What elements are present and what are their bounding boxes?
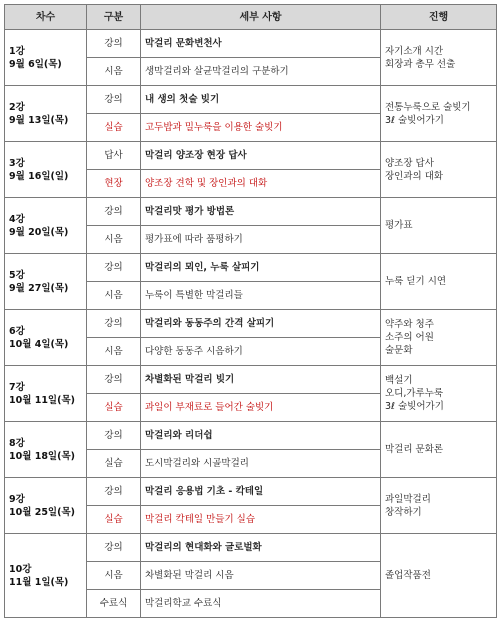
detail-cell: 고두밥과 밀누룩을 이용한 술빚기 bbox=[141, 114, 381, 142]
session-date: 9월 27일(목) bbox=[9, 282, 69, 294]
progress-line: 창작하기 bbox=[385, 506, 422, 518]
progress-line: 장인과의 대화 bbox=[385, 170, 444, 182]
session-number: 9강 bbox=[9, 493, 25, 505]
table-row bbox=[5, 310, 497, 338]
header-session: 차수 bbox=[5, 5, 87, 30]
session-cell bbox=[5, 198, 87, 254]
detail-cell: 차별화된 막걸리 빚기 bbox=[141, 366, 381, 394]
table-row bbox=[5, 142, 497, 170]
kind-cell: 강의 bbox=[87, 310, 141, 338]
progress-line: 자기소개 시간 bbox=[385, 45, 444, 57]
detail-cell: 막걸리 양조장 현장 답사 bbox=[141, 142, 381, 170]
progress-line: 과일막걸리 bbox=[385, 493, 431, 505]
detail-cell: 다양한 동동주 시음하기 bbox=[141, 338, 381, 366]
detail-cell: 막걸리의 뫼인, 누룩 살피기 bbox=[141, 254, 381, 282]
detail-cell: 막걸리 문화변천사 bbox=[141, 30, 381, 58]
kind-cell: 강의 bbox=[87, 366, 141, 394]
progress-line: 3ℓ 술빚어가기 bbox=[385, 401, 444, 412]
kind-cell: 강의 bbox=[87, 254, 141, 282]
progress-cell bbox=[381, 478, 497, 534]
detail-cell: 내 생의 첫술 빚기 bbox=[141, 86, 381, 114]
session-cell bbox=[5, 310, 87, 366]
session-date: 9월 20일(목) bbox=[9, 226, 69, 238]
detail-cell: 과일이 부재료로 들어간 술빚기 bbox=[141, 394, 381, 422]
session-date: 9월 16일(일) bbox=[9, 170, 69, 182]
session-number: 7강 bbox=[9, 381, 25, 393]
detail-cell: 막걸리학교 수료식 bbox=[141, 590, 381, 618]
header-kind: 구분 bbox=[87, 5, 141, 30]
detail-cell: 막걸리와 리더쉽 bbox=[141, 422, 381, 450]
progress-line: 전통누룩으로 술빚기 bbox=[385, 101, 471, 113]
session-number: 6강 bbox=[9, 325, 25, 337]
progress-cell bbox=[381, 534, 497, 618]
table-row bbox=[5, 254, 497, 282]
detail-cell: 누룩이 특별한 막걸리들 bbox=[141, 282, 381, 310]
progress-line: 소주의 어원 bbox=[385, 332, 434, 343]
progress-cell bbox=[381, 30, 497, 86]
progress-cell bbox=[381, 310, 497, 366]
kind-cell: 수료식 bbox=[87, 590, 141, 618]
progress-cell bbox=[381, 198, 497, 254]
session-date: 10월 11일(목) bbox=[9, 394, 75, 406]
kind-cell: 강의 bbox=[87, 30, 141, 58]
detail-cell: 막걸리 응용법 기초 - 칵테일 bbox=[141, 478, 381, 506]
detail-cell: 생막걸리와 살균막걸리의 구분하기 bbox=[141, 58, 381, 86]
kind-cell: 실습 bbox=[87, 506, 141, 534]
kind-cell: 실습 bbox=[87, 450, 141, 478]
progress-cell bbox=[381, 86, 497, 142]
kind-cell: 강의 bbox=[87, 422, 141, 450]
session-cell bbox=[5, 534, 87, 618]
kind-cell: 강의 bbox=[87, 198, 141, 226]
kind-cell: 강의 bbox=[87, 478, 141, 506]
kind-cell: 현장 bbox=[87, 170, 141, 198]
detail-cell: 차별화된 막걸리 시음 bbox=[141, 562, 381, 590]
detail-cell: 막걸리 칵테일 만들기 실습 bbox=[141, 506, 381, 534]
session-cell bbox=[5, 422, 87, 478]
kind-cell: 실습 bbox=[87, 114, 141, 142]
header-detail: 세부 사항 bbox=[141, 5, 381, 30]
kind-cell: 시음 bbox=[87, 562, 141, 590]
session-cell bbox=[5, 30, 87, 86]
progress-line: 회장과 총무 선출 bbox=[385, 58, 456, 70]
progress-line: 오디,가루누룩 bbox=[385, 388, 444, 399]
table-row bbox=[5, 534, 497, 562]
progress-line: 막걸리 문화론 bbox=[385, 444, 444, 455]
session-date: 11월 1일(목) bbox=[9, 576, 69, 588]
session-date: 9월 13일(목) bbox=[9, 114, 69, 126]
progress-line: 약주와 청주 bbox=[385, 319, 434, 330]
session-number: 4강 bbox=[9, 213, 25, 225]
session-date: 10월 18일(목) bbox=[9, 450, 75, 462]
kind-cell: 답사 bbox=[87, 142, 141, 170]
table-row bbox=[5, 422, 497, 450]
table-row bbox=[5, 366, 497, 394]
progress-cell bbox=[381, 366, 497, 422]
session-date: 9월 6일(목) bbox=[9, 58, 62, 70]
progress-line: 술문화 bbox=[385, 345, 413, 356]
detail-cell: 도시막걸리와 시골막걸리 bbox=[141, 450, 381, 478]
progress-line: 평가표 bbox=[385, 220, 413, 231]
kind-cell: 시음 bbox=[87, 226, 141, 254]
detail-cell: 막걸리와 동동주의 간격 살피기 bbox=[141, 310, 381, 338]
session-number: 3강 bbox=[9, 157, 25, 169]
kind-cell: 시음 bbox=[87, 338, 141, 366]
kind-cell: 시음 bbox=[87, 58, 141, 86]
session-cell bbox=[5, 142, 87, 198]
detail-cell: 막걸리의 현대화와 글로벌화 bbox=[141, 534, 381, 562]
session-number: 5강 bbox=[9, 269, 25, 281]
table-row bbox=[5, 30, 497, 58]
table-row bbox=[5, 198, 497, 226]
kind-cell: 실습 bbox=[87, 394, 141, 422]
detail-cell: 평가표에 따라 품평하기 bbox=[141, 226, 381, 254]
schedule-body bbox=[5, 30, 497, 618]
schedule-table bbox=[4, 4, 497, 618]
header-progress: 진행 bbox=[381, 5, 497, 30]
progress-cell bbox=[381, 254, 497, 310]
table-row bbox=[5, 86, 497, 114]
progress-line: 누룩 딛기 시연 bbox=[385, 276, 447, 287]
session-cell bbox=[5, 366, 87, 422]
session-number: 8강 bbox=[9, 437, 25, 449]
header-row bbox=[5, 5, 497, 30]
session-number: 10강 bbox=[9, 563, 32, 575]
session-cell bbox=[5, 478, 87, 534]
progress-line: 졸업작품전 bbox=[385, 570, 431, 581]
session-cell bbox=[5, 254, 87, 310]
session-number: 1강 bbox=[9, 45, 25, 57]
detail-cell: 양조장 견학 및 장인과의 대화 bbox=[141, 170, 381, 198]
kind-cell: 시음 bbox=[87, 282, 141, 310]
session-cell bbox=[5, 86, 87, 142]
progress-line: 양조장 답사 bbox=[385, 157, 434, 169]
kind-cell: 강의 bbox=[87, 534, 141, 562]
kind-cell: 강의 bbox=[87, 86, 141, 114]
session-date: 10월 4일(목) bbox=[9, 338, 69, 350]
progress-cell bbox=[381, 142, 497, 198]
session-date: 10월 25일(목) bbox=[9, 506, 75, 518]
table-row bbox=[5, 478, 497, 506]
progress-cell bbox=[381, 422, 497, 478]
session-number: 2강 bbox=[9, 101, 25, 113]
detail-cell: 막걸리맛 평가 방법론 bbox=[141, 198, 381, 226]
progress-line: 3ℓ 술빚어가기 bbox=[385, 114, 444, 126]
progress-line: 백설기 bbox=[385, 375, 413, 386]
